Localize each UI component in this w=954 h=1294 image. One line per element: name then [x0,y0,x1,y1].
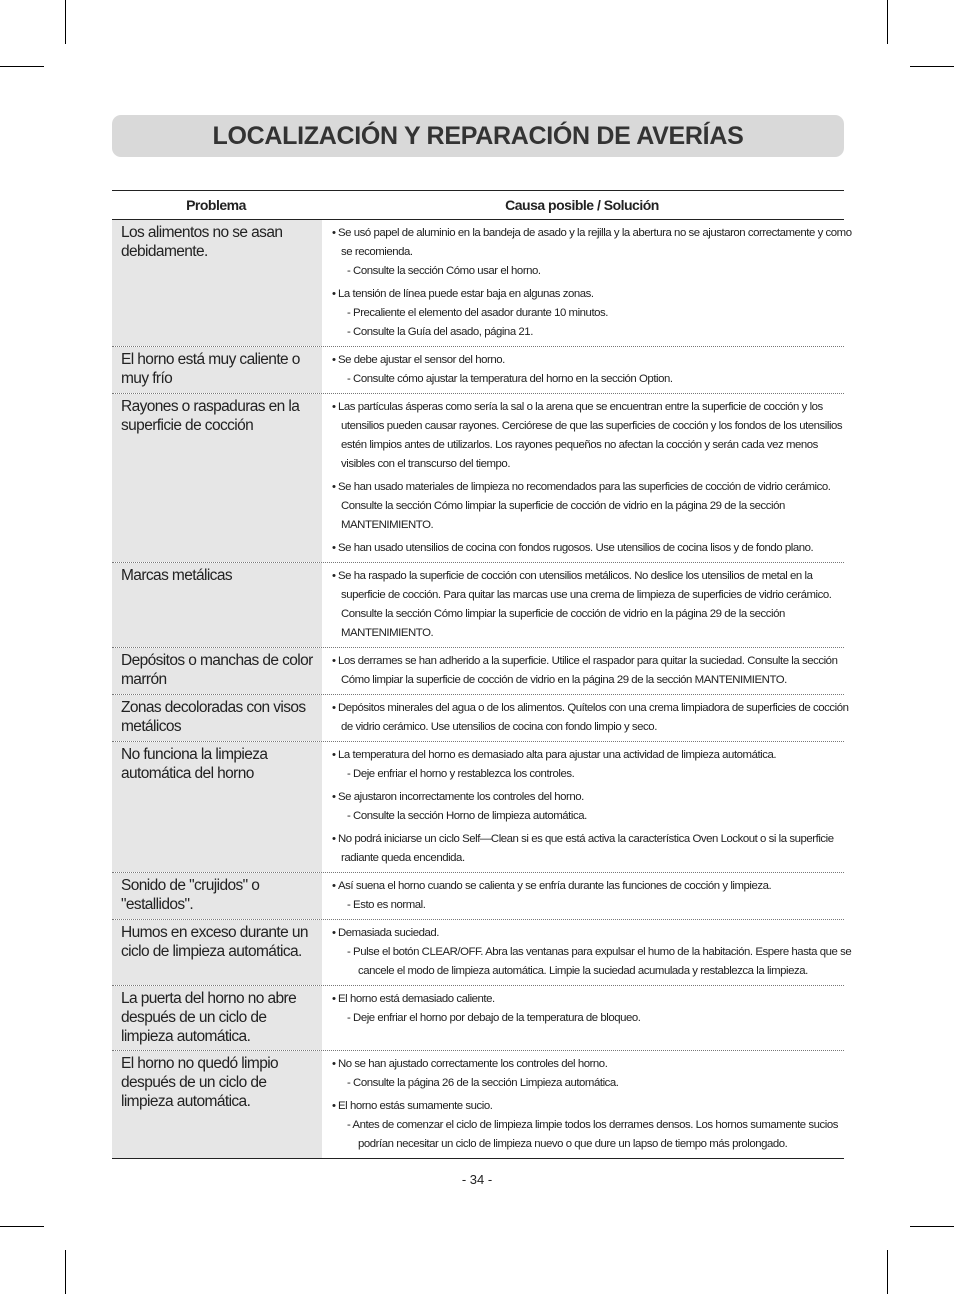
cause-text: Se han usado materiales de limpieza no recomendados para las superficies de cocción de vidrio cerámico. Consulte la sección Cómo limpiar la superficie de cocción de vidrio en la página 29 de la sección MANTENIMIENTO. [338,481,831,531]
crop-mark [0,66,44,67]
table-row [112,347,844,394]
solution-step: - Deje enfriar el horno y restablezca los controles. [347,768,575,780]
problem-cell: No funciona la limpieza automática del horno [112,742,322,872]
solution-step: - Consulte la sección Horno de limpieza automática. [347,810,587,822]
solution-step: - Consulte la Guía del asado, página 21. [347,326,533,338]
cause-item [332,924,854,981]
problem-cell: Sonido de "crujidos" o "estallidos". [112,873,322,919]
cause-item [332,285,854,342]
table-row [112,986,844,1051]
cause-item [332,1097,854,1154]
cause-text: Se ha raspado la superficie de cocción con utensilios metálicos. No deslice los utensilios de metal en la superficie de cocción. Para quitar las marcas use una crema de limpieza de superficies de vidrio cerámico. Consulte la sección Cómo limpiar la superficie de cocción de vidrio en la página 29 de la sección MANTENIMIENTO. [338,570,832,639]
crop-mark [0,1226,44,1227]
cause-item [332,788,854,826]
crop-mark [65,0,66,44]
problem-cell: El horno está muy caliente o muy frío [112,347,322,393]
crop-mark [910,66,954,67]
solution-cell [322,742,854,872]
cause-item [332,877,854,915]
cause-item [332,652,854,690]
crop-mark [910,1226,954,1227]
problem-cell: Depósitos o manchas de color marrón [112,648,322,694]
solution-step: - Antes de comenzar el ciclo de limpieza limpie todos los derrames densos. Los hornos sumamente sucios podrían necesitar un ciclo de limpieza nuevo o que dure un lapso de tiempo más prolongado. [347,1119,838,1150]
solution-cell [322,1051,854,1158]
cause-item [332,539,854,558]
cause-item [332,699,854,737]
table-row [112,873,844,920]
table-row [112,563,844,648]
table-row [112,1051,844,1158]
problem-cell: Humos en exceso durante un ciclo de limpieza automática. [112,920,322,985]
solution-cell [322,563,854,647]
cause-text: El horno está demasiado caliente. [338,993,495,1005]
solution-cell [322,394,854,562]
cause-item [332,478,854,535]
solution-cell [322,873,854,919]
problem-cell: Los alimentos no se asan debidamente. [112,220,322,346]
cause-item [332,990,854,1028]
page-number: - 34 - [461,1172,493,1187]
crop-mark [887,1250,888,1294]
cause-text: Los derrames se han adherido a la superficie. Utilice el raspador para quitar la suciedad. Consulte la sección Cómo limpiar la superficie de cocción de vidrio en la página 29 de la sección MANTENIMIENTO. [338,655,838,686]
cause-text: Así suena el horno cuando se calienta y se enfría durante las funciones de cocción y limpieza. [338,880,772,892]
problem-cell: Marcas metálicas [112,563,322,647]
solution-step: - Consulte la sección Cómo usar el horno. [347,265,541,277]
cause-text: Se ajustaron incorrectamente los controles del horno. [338,791,584,803]
table-header [112,191,844,220]
cause-text: No se han ajustado correctamente los controles del horno. [338,1058,608,1070]
table-row [112,920,852,986]
solution-step: - Precaliente el elemento del asador durante 10 minutos. [347,307,609,319]
problem-cell: La puerta del horno no abre después de un ciclo de limpieza automática. [112,986,322,1050]
cause-item [332,351,854,389]
crop-mark [65,1250,66,1294]
table-row [112,742,844,873]
solution-cell [322,695,854,741]
cause-text: El horno estás sumamente sucio. [338,1100,493,1112]
table-row [112,648,844,695]
solution-cell [322,920,854,985]
solution-step: - Consulte cómo ajustar la temperatura del horno en la sección Option. [347,373,673,385]
page-title: LOCALIZACIÓN Y REPARACIÓN DE AVERÍAS [212,121,744,150]
solution-step: - Deje enfriar el horno por debajo de la temperatura de bloqueo. [347,1012,641,1024]
solution-step: - Consulte la página 26 de la sección Limpieza automática. [347,1077,619,1089]
solution-cell [322,986,854,1050]
cause-item [332,746,854,784]
cause-item [332,567,854,643]
table-row [112,695,849,742]
cause-item [332,224,854,281]
cause-item [332,398,854,474]
problem-cell: El horno no quedó limpio después de un ciclo de limpieza automática. [112,1051,322,1158]
cause-text: La temperatura del horno es demasiado alta para ajustar una actividad de limpieza automática. [338,749,777,761]
cause-text: Se han usado utensilios de cocina con fondos rugosos. Use utensilios de cocina lisos y de fondo plano. [338,542,814,554]
solution-cell [322,220,854,346]
cause-text: Se usó papel de aluminio en la bandeja de asado y la rejilla y la abertura no se ajustaron correctamente y como se recomienda. [338,227,852,258]
cause-text: Las partículas ásperas como sería la sal o la arena que se encuentran entre la superficie de cocción y los utensilios pueden causar rayones. Cerciórese de que las superficies de cocción y los fondos de los utensilios estén limpios antes de utilizarlos. Los rayones pequeños no afectan la cocción y serán cada vez menos visibles con el transcurso del tiempo. [338,401,843,470]
table-row [112,220,852,347]
cause-item [332,1055,854,1093]
crop-mark [887,0,888,44]
column-header-solution: Causa posible / Solución [505,197,659,213]
title-bar [112,115,844,157]
troubleshooting-table [112,190,852,1159]
solution-cell [322,648,854,694]
problem-cell: Rayones o raspaduras en la superficie de cocción [112,394,322,562]
cause-text: Demasiada suciedad. [338,927,439,939]
cause-text: Se debe ajustar el sensor del horno. [338,354,505,366]
cause-text: Depósitos minerales del agua o de los alimentos. Quítelos con una crema limpiadora de superficies de cocción de vidrio cerámico. Use utensilios de cocina con fondo limpio y seco. [338,702,849,733]
cause-text: La tensión de línea puede estar baja en algunas zonas. [338,288,594,300]
cause-text: No podrá iniciarse un ciclo Self—Clean si es que está activa la característica Oven Lockout o si la superficie radiante queda encendida. [338,833,834,864]
cause-item [332,830,854,868]
column-header-problem: Problema [186,197,246,213]
solution-cell [322,347,854,393]
solution-step: - Pulse el botón CLEAR/OFF. Abra las ventanas para expulsar el humo de la habitación. Espere hasta que se cancele el modo de limpieza automática. Limpie la suciedad acumulada y restablezca la limpieza. [347,946,852,977]
problem-cell: Zonas decoloradas con visos metálicos [112,695,322,741]
table-body [112,220,852,1158]
table-row [112,394,844,563]
solution-step: - Esto es normal. [347,899,426,911]
